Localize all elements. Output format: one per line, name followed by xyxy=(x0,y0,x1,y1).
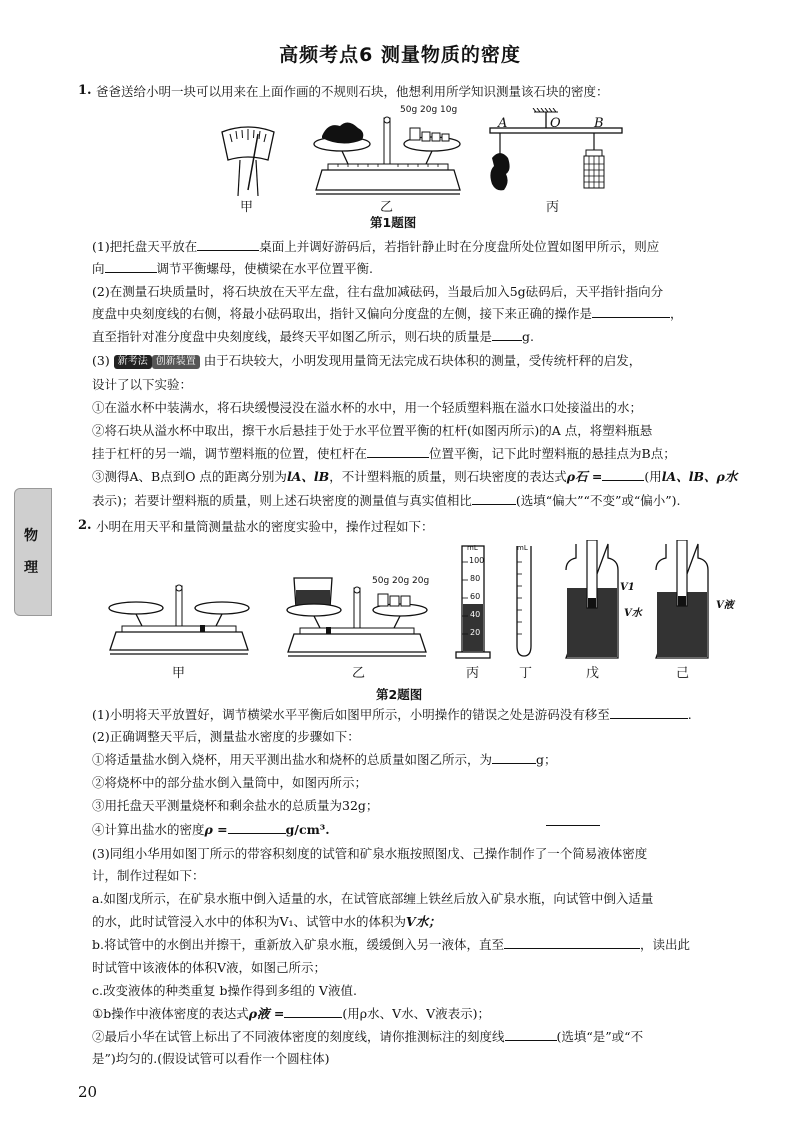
q2-step3: ③用托盘天平测量烧杯和剩余盐水的总质量为32g； xyxy=(92,798,379,813)
q1-part3-line1 xyxy=(92,352,641,370)
q1-fig-point-a: A xyxy=(498,116,508,131)
q2-blank-2[interactable] xyxy=(492,751,536,764)
subject-side-tab xyxy=(14,488,52,616)
q2-fig-label-ding: 丁 xyxy=(519,666,533,681)
q1-s2b: 挂于杠杆的另一端，调节塑料瓶的位置，使杠杆在 xyxy=(92,446,368,461)
side-tab-char-2: 理 xyxy=(24,560,38,576)
q2-part2: (2)正确调整天平后，测量盐水密度的步骤如下： xyxy=(92,729,360,744)
q1-p2d: 直至指针对准分度盘中央刻度线，最终天平如图乙所示，则石块的质量是 xyxy=(92,329,493,344)
q1-blank-7[interactable] xyxy=(472,492,516,505)
side-tab-char-1: 物 xyxy=(24,528,38,544)
q2-step-b-line2: 时试管中该液体的体积V液，如图己所示； xyxy=(92,960,327,975)
q1-part3-line2: 设计了以下实验： xyxy=(92,377,193,392)
q2-part3-line1: (3)同组小华用如图丁所示的带容积刻度的试管和矿泉水瓶按照图戊、己操作制作了一个简易液体密度 xyxy=(92,846,648,861)
q1-s3a: ③测得A、B点到O 点的距离分别为 xyxy=(92,469,287,484)
q2-tube-unit: mL xyxy=(517,544,528,552)
q2-e2b: (选填“是”或“不 xyxy=(556,1029,644,1044)
q2-fig-label-ji: 己 xyxy=(676,666,690,681)
q2-blank-6[interactable] xyxy=(505,1028,557,1041)
q2-e1a: ①b操作中液体密度的表达式 xyxy=(92,1006,249,1021)
q2-cylinder-60: 60 xyxy=(470,592,481,601)
q2-fig-jia-balance xyxy=(104,580,254,660)
page-title: 高频考点6 测量物质的密度 xyxy=(279,44,521,66)
q1-blank-5[interactable] xyxy=(367,445,429,458)
q2-part1 xyxy=(92,706,692,724)
q2-fig-ding-test-tube xyxy=(512,542,536,662)
q1-part1-line1 xyxy=(92,238,659,256)
q1-s3b: ，不计塑料瓶的质量，则石块密度的表达式 xyxy=(329,469,567,484)
q2-sym-rho-liquid: ρ液 = xyxy=(248,1006,285,1021)
q2-s1b: g； xyxy=(536,752,557,767)
q2-step2: ②将烧杯中的部分盐水倒入量筒中，如图丙所示； xyxy=(92,775,368,790)
q1-fig-label-yi: 乙 xyxy=(380,200,394,215)
q2-fig-v1: V1 xyxy=(620,582,635,593)
q2-fig-wu-bottle xyxy=(562,540,622,662)
q1-blank-1[interactable] xyxy=(197,238,259,251)
q2-blank-3[interactable] xyxy=(228,821,286,834)
q1-s3d: 表示)；若要计塑料瓶的质量，则上述石块密度的测量值与真实值相比 xyxy=(92,493,472,508)
q2-expr-1 xyxy=(92,1005,490,1023)
q2-fig-label-bing: 丙 xyxy=(466,666,480,681)
q2-fig-ji-bottle xyxy=(652,540,712,662)
q1-part2-line1: (2)在测量石块质量时，将石块放在天平左盘，往右盘加减砝码，当最后加入5g砝码后，天平指针指向分 xyxy=(92,284,664,299)
q2-number: 2. xyxy=(78,518,92,533)
q1-blank-6[interactable] xyxy=(602,468,644,481)
q1-p3-num: (3) xyxy=(92,353,110,368)
q2-expr-2-line1 xyxy=(92,1028,643,1046)
q1-p1b: 桌面上并调好游码后，若指针静止时在分度盘所处位置如图甲所示，则应 xyxy=(259,239,660,254)
q1-blank-3[interactable] xyxy=(592,305,670,318)
innovative-device-badge: 创新装置 xyxy=(152,355,200,369)
q2-part3-line2: 计，制作过程如下： xyxy=(92,868,205,883)
q1-sym-vars: lA、lB、ρ水 xyxy=(661,469,738,484)
q2-fig-label-jia: 甲 xyxy=(172,666,186,681)
q1-blank-2[interactable] xyxy=(105,260,157,273)
q2-blank-1[interactable] xyxy=(610,706,688,719)
q1-p2c: ， xyxy=(670,306,683,321)
q2-cylinder-20: 20 xyxy=(470,628,481,637)
q1-blank-4[interactable] xyxy=(492,328,522,341)
q2-e2a: ②最后小华在试管上标出了不同液体密度的刻度线，请你推测标注的刻度线 xyxy=(92,1029,505,1044)
q2-a2a: 的水，此时试管浸入水中的体积为V₁、试管中水的体积为 xyxy=(92,914,407,929)
q1-part2-line3 xyxy=(92,328,534,346)
q1-p2e: g. xyxy=(522,329,534,344)
q1-sym-rho-stone: ρ石 = xyxy=(566,469,603,484)
q1-figure-caption: 第1题图 xyxy=(370,215,417,230)
q2-sym-v-water: V水； xyxy=(406,914,441,929)
q2-extra-answer-line[interactable] xyxy=(546,825,600,826)
q2-s1a: ①将适量盐水倒入烧杯，用天平测出盐水和烧杯的总质量如图乙所示，为 xyxy=(92,752,493,767)
q2-step1 xyxy=(92,751,557,769)
q2-stem: 小明在用天平和量筒测量盐水的密度实验中，操作过程如下： xyxy=(96,519,434,534)
q1-stem: 爸爸送给小明一块可以用来在上面作画的不规则石块，他想利用所学知识测量该石块的密度： xyxy=(96,84,609,99)
q2-p1a: (1)小明将天平放置好，调节横梁水平平衡后如图甲所示，小明操作的错误之处是游码没有移至 xyxy=(92,707,610,722)
q1-s2c: 位置平衡，记下此时塑料瓶的悬挂点为B点； xyxy=(429,446,676,461)
q2-step-c: c.改变液体的种类重复 b操作得到多组的 V液值. xyxy=(92,983,357,998)
q2-cylinder-40: 40 xyxy=(470,610,481,619)
q1-p1c: 向 xyxy=(92,261,105,276)
q1-s3c: (用 xyxy=(644,469,662,484)
q2-fig-weights: 50g 20g 20g xyxy=(372,576,430,586)
q1-fig-jia-dial xyxy=(218,120,278,198)
q2-step-b-line1 xyxy=(92,936,690,954)
q2-e1c: (用ρ水、V水、V液表示)； xyxy=(342,1006,491,1021)
q2-expr-2-line2: 是”)均匀的.(假设试管可以看作一个圆柱体) xyxy=(92,1051,330,1066)
q2-step-a-line2 xyxy=(92,913,441,931)
q1-step2-line2 xyxy=(92,445,676,463)
q2-fig-label-wu: 戊 xyxy=(586,666,600,681)
q2-fig-v-water: V水 xyxy=(624,608,642,619)
q1-fig-yi-balance xyxy=(308,108,468,200)
q1-p1a: (1)把托盘天平放在 xyxy=(92,239,198,254)
q1-step2-line1: ②将石块从溢水杯中取出，擦干水后悬挂于处于水平位置平衡的杠杆(如图丙所示)的A 点，将塑料瓶悬 xyxy=(92,423,653,438)
q2-fig-label-yi: 乙 xyxy=(352,666,366,681)
new-method-badge: 新考法 xyxy=(114,355,152,369)
page-number: 20 xyxy=(78,1083,98,1101)
q1-step3-line2 xyxy=(92,492,680,510)
q1-p2b: 度盘中央刻度线的右侧，将最小砝码取出，指针又偏向分度盘的左侧，接下来正确的操作是 xyxy=(92,306,593,321)
q2-step4 xyxy=(92,821,330,839)
q1-p3a: 由于石块较大，小明发现用量筒无法完成石块体积的测量，受传统杆秤的启发， xyxy=(203,353,642,368)
q1-step1: ①在溢水杯中装满水，将石块缓慢浸没在溢水杯的水中，用一个轻质塑料瓶在溢水口处接溢出的水； xyxy=(92,400,643,415)
q1-step3-line1 xyxy=(92,468,737,486)
q1-p1d: 调节平衡螺母，使横梁在水平位置平衡. xyxy=(156,261,373,276)
q2-p1b: . xyxy=(687,707,692,722)
q2-b1a: b.将试管中的水倒出并擦干，重新放入矿泉水瓶，缓缓倒入另一液体，直至 xyxy=(92,937,504,952)
q1-fig-weights: 50g 20g 10g xyxy=(400,105,458,115)
q2-blank-5[interactable] xyxy=(284,1005,342,1018)
q1-fig-point-b: B xyxy=(594,116,604,131)
q2-s4a: ④计算出盐水的密度 xyxy=(92,822,205,837)
q2-cylinder-100: 100 xyxy=(469,556,485,565)
q1-sym-la-lb: lA、lB xyxy=(286,469,330,484)
q2-sym-rho: ρ = xyxy=(204,822,228,837)
q2-s4-unit: g/cm³. xyxy=(285,822,330,837)
q1-fig-label-jia: 甲 xyxy=(240,200,254,215)
q1-number: 1. xyxy=(78,83,92,98)
q2-cylinder-unit: mL xyxy=(467,544,478,552)
q1-fig-point-o: O xyxy=(550,116,561,131)
q2-figure-caption: 第2题图 xyxy=(376,687,423,702)
q1-part1-line2 xyxy=(92,260,373,278)
q1-s3e: (选填“偏大”“不变”或“偏小”). xyxy=(515,493,681,508)
q1-fig-label-bing: 丙 xyxy=(546,200,560,215)
q2-fig-v-liquid: V液 xyxy=(716,600,734,611)
q2-b1b: ，读出此 xyxy=(639,937,690,952)
q2-blank-4[interactable] xyxy=(504,936,640,949)
q2-cylinder-80: 80 xyxy=(470,574,481,583)
q2-step-a-line1: a.如图戊所示，在矿泉水瓶中倒入适量的水，在试管底部缠上铁丝后放入矿泉水瓶，向试管中倒入适量 xyxy=(92,891,654,906)
q1-part2-line2 xyxy=(92,305,683,323)
